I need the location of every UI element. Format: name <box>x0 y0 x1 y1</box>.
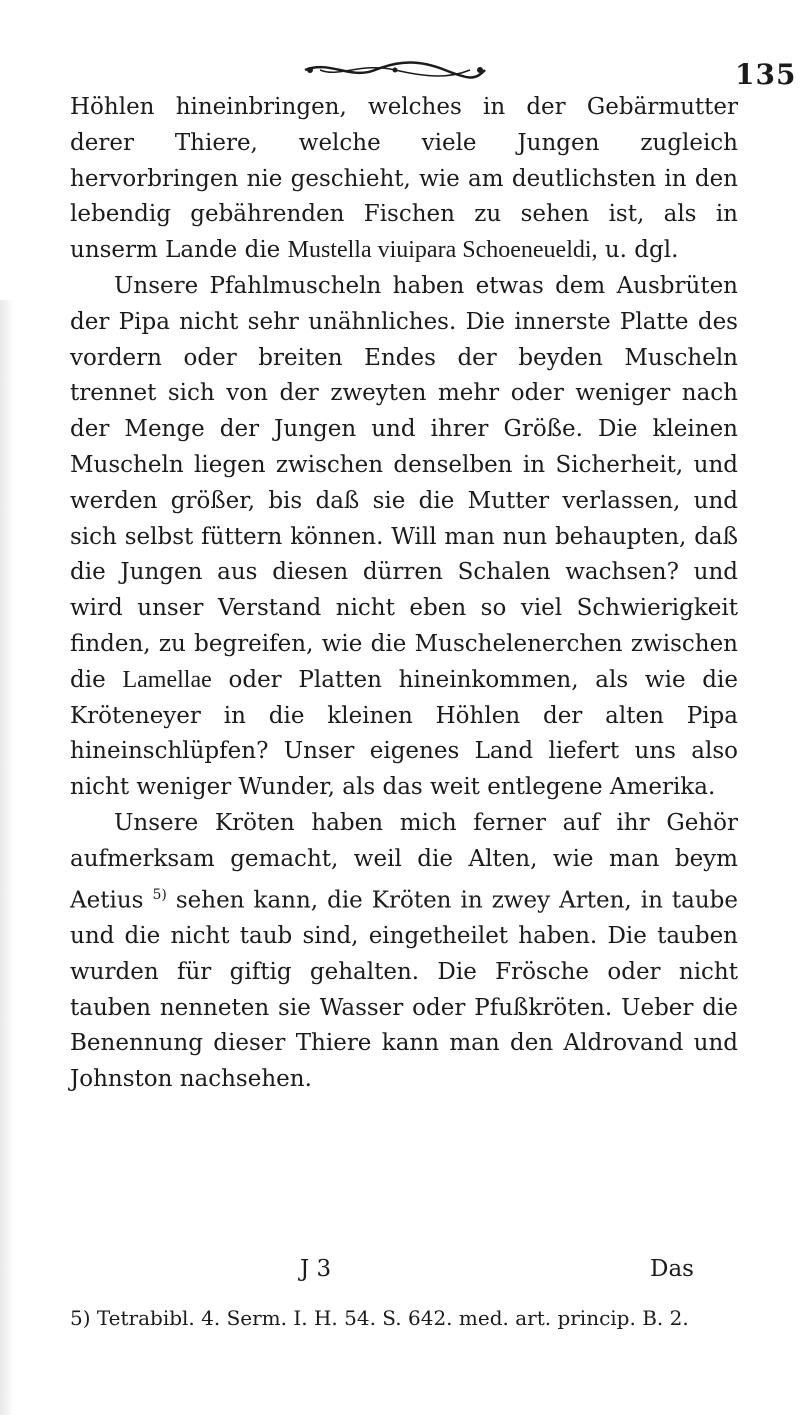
footnote <box>70 1305 738 1332</box>
paragraph-text: oder Platten hineinkommen, als wie die Kröteneyer in die kleinen Höhlen der alten Pipa hineinschlüpfen? Unser eigenes Land liefert uns also nicht weniger Wunder, als das weit entlegene Amerika. <box>70 666 739 801</box>
latin-term: Mustella viuipara Schoeneueldi, <box>287 237 598 264</box>
paragraph-text: sehen kann, die Kröten in zwey Arten, in taube und die nicht taub sind, eingetheilet haben. Die tauben wurden für giftig gehalten. Die Frösche oder nicht tauben nenneten sie Wasser oder Pfußkröten. Ueber die Benennung dieser Thiere kann man den Aldrovand und Johnston nachsehen. <box>70 887 738 1093</box>
catchword: Das <box>650 1256 694 1282</box>
printer-signature: J 3 <box>300 1256 332 1282</box>
paragraph-text: Höhlen hineinbringen, welches in der Gebärmutter derer Thiere, welche viele Jungen zugleich hervorbringen nie geschieht, wie am deutlichsten in den lebendig gebährenden Fischen zu sehen ist, als in unserm Lande die <box>70 94 738 264</box>
footnote-reference: 5) <box>152 886 167 903</box>
paragraph <box>70 90 738 269</box>
page-footer-marks <box>70 1256 738 1296</box>
ornamental-rule-icon <box>300 56 490 84</box>
paragraph-text: Unsere Kröten haben mich ferner auf ihr Gehör aufmerksam gemacht, weil die Alten, wie man beym Aetius <box>70 809 738 914</box>
paragraph-text: u. dgl. <box>597 237 679 264</box>
page-number: 135 <box>735 58 797 91</box>
main-text <box>70 90 738 1098</box>
paragraph <box>70 269 738 806</box>
page-gutter-shadow <box>0 300 14 1415</box>
footnote-text: 5) Tetrabibl. 4. Serm. I. H. 54. S. 642. med. art. princip. B. 2. <box>70 1306 689 1330</box>
paragraph <box>70 806 738 1098</box>
latin-term: Lamellae <box>122 666 212 693</box>
paragraph-text: Unsere Pfahlmuscheln haben etwas dem Ausbrüten der Pipa nicht sehr unähnliches. Die innerste Platte des vordern oder breiten Endes der beyden Muscheln trennet sich von der zweyten mehr oder weniger nach der Menge der Jungen und ihrer Größe. Die kleinen Muscheln liegen zwischen denselben in Sicherheit, und werden größer, bis daß sie die Mutter verlassen, und sich selbst füttern können. Will man nun behaupten, daß die Jungen aus diesen dürren Schalen wachsen? und wird unser Verstand nicht eben so viel Schwierigkeit finden, zu begreifen, wie die Muschelenerchen zwischen die <box>70 272 738 693</box>
